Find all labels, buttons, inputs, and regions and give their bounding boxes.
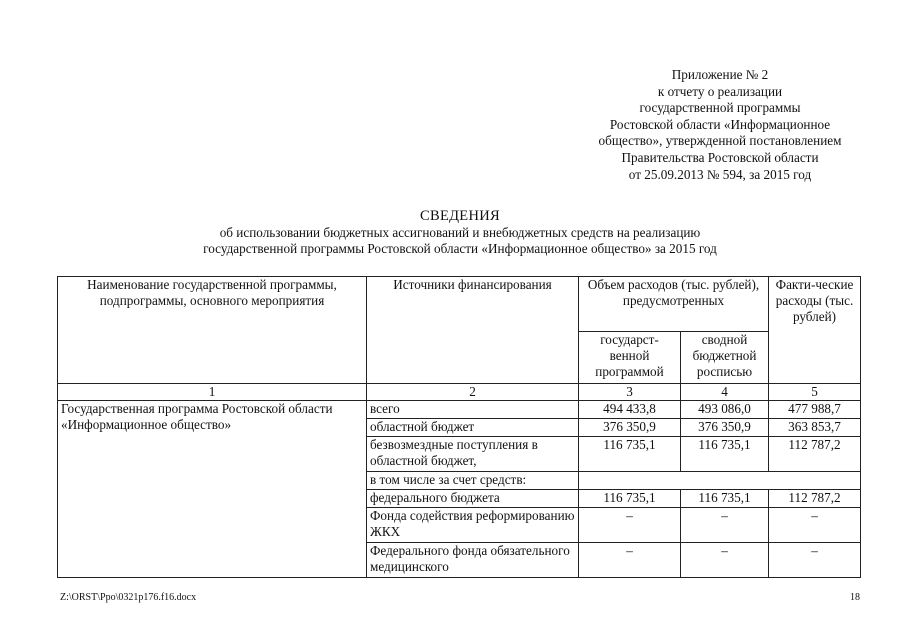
appendix-line: от 25.09.2013 № 594, за 2015 год <box>628 166 812 182</box>
appendix-line: Приложение № 2 <box>671 67 769 82</box>
document-title <box>60 208 860 257</box>
svod-value: – <box>681 543 769 578</box>
header-volume: Объем расходов (тыс. рублей), предусмотренных <box>579 277 769 332</box>
svod-value: 493 086,0 <box>681 401 769 419</box>
gp-value: 116 735,1 <box>579 490 681 508</box>
svod-value: 116 735,1 <box>681 437 769 472</box>
file-path: Z:\ORST\Ppo\0321p176.f16.docx <box>60 592 197 603</box>
source-cell: Фонда содействия реформированию ЖКХ <box>367 508 579 543</box>
page-number: 18 <box>850 592 860 603</box>
source-cell: федерального бюджета <box>367 490 579 508</box>
header-name: Наименование государственной программы, подпрограммы, основного мероприятия <box>58 277 367 384</box>
expenses-table <box>57 276 861 578</box>
source-cell: областной бюджет <box>367 419 579 437</box>
title-line-2: государственной программы Ростовской области «Информационное общество» за 2015 год <box>203 241 717 256</box>
gp-value: 376 350,9 <box>579 419 681 437</box>
header-fact: Факти-ческие расходы (тыс. рублей) <box>769 277 861 384</box>
source-cell: безвозмездные поступления в областной бюджет, <box>367 437 579 472</box>
appendix-line: государственной программы <box>639 100 801 116</box>
program-name: Государственная программа Ростовской области «Информационное общество» <box>58 401 367 578</box>
title-line-1: об использовании бюджетных ассигнований и внебюджетных средств на реализацию <box>219 225 701 240</box>
svod-value: 376 350,9 <box>681 419 769 437</box>
svod-value: – <box>681 508 769 543</box>
header-svod: сводной бюджетной росписью <box>681 332 769 384</box>
index-cell: 4 <box>681 384 769 401</box>
appendix-line: общество», утвержденной постановлением <box>598 133 842 149</box>
gp-value: – <box>579 508 681 543</box>
appendix-line: Правительства Ростовской области <box>621 149 819 165</box>
appendix-line: Ростовской области «Информационное <box>609 116 831 132</box>
header-source: Источники финансирования <box>367 277 579 384</box>
gp-value: – <box>579 543 681 578</box>
fact-value: – <box>769 508 861 543</box>
fact-value: 363 853,7 <box>769 419 861 437</box>
empty-merged-cell <box>579 472 861 490</box>
index-cell: 1 <box>58 384 367 401</box>
appendix-line: к отчету о реализации <box>657 83 783 99</box>
fact-value: 112 787,2 <box>769 490 861 508</box>
title-main: СВЕДЕНИЯ <box>420 208 500 224</box>
source-cell: всего <box>367 401 579 419</box>
gp-value: 116 735,1 <box>579 437 681 472</box>
index-cell: 2 <box>367 384 579 401</box>
index-cell: 3 <box>579 384 681 401</box>
header-row-1 <box>58 277 861 332</box>
fact-value: – <box>769 543 861 578</box>
table-row <box>58 401 861 419</box>
svod-value: 116 735,1 <box>681 490 769 508</box>
fact-value: 112 787,2 <box>769 437 861 472</box>
index-cell: 5 <box>769 384 861 401</box>
source-cell: Федерального фонда обязательного медицинского <box>367 543 579 578</box>
index-row <box>58 384 861 401</box>
fact-value: 477 988,7 <box>769 401 861 419</box>
header-gp: государст-венной программой <box>579 332 681 384</box>
appendix-header <box>560 67 880 183</box>
gp-value: 494 433,8 <box>579 401 681 419</box>
source-cell: в том числе за счет средств: <box>367 472 579 490</box>
